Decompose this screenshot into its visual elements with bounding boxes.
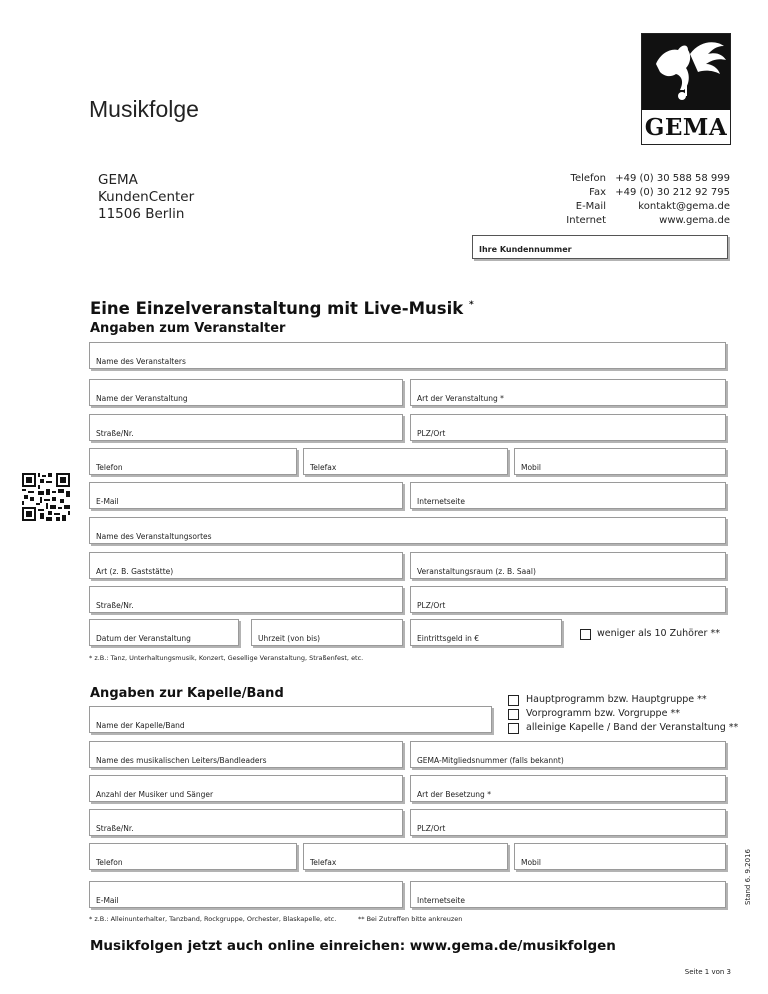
band-fax-field[interactable] — [303, 843, 508, 870]
field-label: Name des musikalischen Leiters/Bandleaders — [96, 756, 267, 765]
footnote: * z.B.: Tanz, Unterhaltungsmusik, Konzert, Gesellige Veranstaltung, Straßenfest, etc. — [89, 654, 364, 662]
contact-label: Fax — [589, 187, 606, 198]
field-label: Name des Veranstalters — [96, 357, 186, 366]
address-line: 11506 Berlin — [98, 206, 185, 222]
organizer-name-field[interactable] — [89, 342, 726, 369]
pre-program-checkbox[interactable] — [508, 709, 519, 720]
section-title-text: Eine Einzelveranstaltung mit Live-Musik — [90, 299, 464, 318]
field-label: Name des Veranstaltungsortes — [96, 532, 212, 541]
organizer-zip-city-field[interactable] — [410, 414, 726, 441]
band-leader-field[interactable] — [89, 741, 403, 768]
band-street-field[interactable] — [89, 809, 403, 836]
contact-values — [612, 172, 730, 228]
membership-number-field[interactable] — [410, 741, 726, 768]
field-label: Internetseite — [417, 497, 465, 506]
field-label: E-Mail — [96, 896, 119, 905]
band-email-field[interactable] — [89, 881, 403, 908]
address-line: GEMA — [98, 172, 138, 188]
field-label: Telefon — [96, 858, 123, 867]
field-label: PLZ/Ort — [417, 824, 446, 833]
band-website-field[interactable] — [410, 881, 726, 908]
field-label: PLZ/Ort — [417, 601, 446, 610]
field-label: Name der Veranstaltung — [96, 394, 188, 403]
field-label: Art der Besetzung * — [417, 790, 491, 799]
contact-value: +49 (0) 30 212 92 795 — [615, 187, 730, 198]
section-title — [90, 299, 474, 318]
field-label: Name der Kapelle/Band — [96, 721, 185, 730]
recipient-address — [98, 172, 194, 223]
contact-value[interactable]: www.gema.de — [659, 215, 730, 226]
organizer-street-field[interactable] — [89, 414, 403, 441]
contact-label: E-Mail — [575, 201, 606, 212]
contact-label: Telefon — [570, 173, 606, 184]
field-label: GEMA-Mitgliedsnummer (falls bekannt) — [417, 756, 564, 765]
footnote: * z.B.: Alleinunterhalter, Tanzband, Rockgruppe, Orchester, Blaskapelle, etc. — [89, 915, 337, 923]
field-label: Mobil — [521, 858, 541, 867]
field-label: Veranstaltungsraum (z. B. Saal) — [417, 567, 536, 576]
pegasus-icon — [642, 34, 730, 110]
version-stamp: Stand 6. 9.2016 — [744, 849, 752, 905]
organizer-email-field[interactable] — [89, 482, 403, 509]
lineup-type-field[interactable] — [410, 775, 726, 802]
checkbox-label: Vorprogramm bzw. Vorgruppe ** — [526, 708, 680, 719]
main-program-checkbox[interactable] — [508, 695, 519, 706]
field-label: Eintrittsgeld in € — [417, 634, 480, 643]
venue-zip-city-field[interactable] — [410, 586, 726, 613]
sole-band-checkbox[interactable] — [508, 723, 519, 734]
footnote: ** Bei Zutreffen bitte ankreuzen — [358, 915, 463, 923]
field-label: Anzahl der Musiker und Sänger — [96, 790, 214, 799]
musician-count-field[interactable] — [89, 775, 403, 802]
venue-room-field[interactable] — [410, 552, 726, 579]
field-label: Straße/Nr. — [96, 601, 134, 610]
field-label: Straße/Nr. — [96, 824, 134, 833]
event-date-field[interactable] — [89, 619, 239, 646]
checkbox-label: alleinige Kapelle / Band der Veranstaltung ** — [526, 722, 739, 733]
field-label: Straße/Nr. — [96, 429, 134, 438]
organizer-mobile-field[interactable] — [514, 448, 726, 475]
contact-value[interactable]: kontakt@gema.de — [638, 201, 730, 212]
field-label: Mobil — [521, 463, 541, 472]
organizer-fax-field[interactable] — [303, 448, 508, 475]
field-label: Telefon — [96, 463, 123, 472]
field-label: Art (z. B. Gaststätte) — [96, 567, 174, 576]
event-type-field[interactable] — [410, 379, 726, 406]
page-number: Seite 1 von 3 — [684, 968, 731, 976]
field-label: Datum der Veranstaltung — [96, 634, 191, 643]
checkbox-label: weniger als 10 Zuhörer ** — [597, 628, 720, 639]
customer-number-field[interactable] — [472, 235, 728, 259]
section-subtitle: Angaben zum Veranstalter — [90, 321, 286, 336]
band-name-field[interactable] — [89, 706, 492, 733]
contact-value: +49 (0) 30 588 58 999 — [615, 173, 730, 184]
online-submission-note: Musikfolgen jetzt auch online einreichen: www.gema.de/musikfolgen — [90, 938, 616, 954]
contact-label: Internet — [566, 215, 606, 226]
logo-wordmark: GEMA — [644, 114, 728, 141]
field-label: Telefax — [310, 463, 337, 472]
document-title: Musikfolge — [89, 96, 199, 122]
field-label: Ihre Kundennummer — [479, 245, 572, 254]
field-label: PLZ/Ort — [417, 429, 446, 438]
field-label: Art der Veranstaltung * — [417, 394, 504, 403]
qr-code — [22, 473, 70, 521]
address-line: KundenCenter — [98, 189, 195, 205]
field-label: Internetseite — [417, 896, 465, 905]
checkbox-label: Hauptprogramm bzw. Hauptgruppe ** — [526, 694, 707, 705]
organizer-phone-field[interactable] — [89, 448, 297, 475]
gema-logo — [641, 33, 731, 145]
footnote-mark: * — [468, 300, 474, 310]
organizer-website-field[interactable] — [410, 482, 726, 509]
field-label: Telefax — [310, 858, 337, 867]
venue-type-field[interactable] — [89, 552, 403, 579]
venue-name-field[interactable] — [89, 517, 726, 544]
band-phone-field[interactable] — [89, 843, 297, 870]
band-mobile-field[interactable] — [514, 843, 726, 870]
entry-fee-field[interactable] — [410, 619, 562, 646]
event-name-field[interactable] — [89, 379, 403, 406]
event-time-field[interactable] — [251, 619, 403, 646]
field-label: Uhrzeit (von bis) — [258, 634, 321, 643]
contact-labels — [540, 172, 606, 228]
band-zip-city-field[interactable] — [410, 809, 726, 836]
small-audience-checkbox[interactable] — [580, 629, 591, 640]
field-label: E-Mail — [96, 497, 119, 506]
section-title: Angaben zur Kapelle/Band — [90, 686, 284, 701]
venue-street-field[interactable] — [89, 586, 403, 613]
